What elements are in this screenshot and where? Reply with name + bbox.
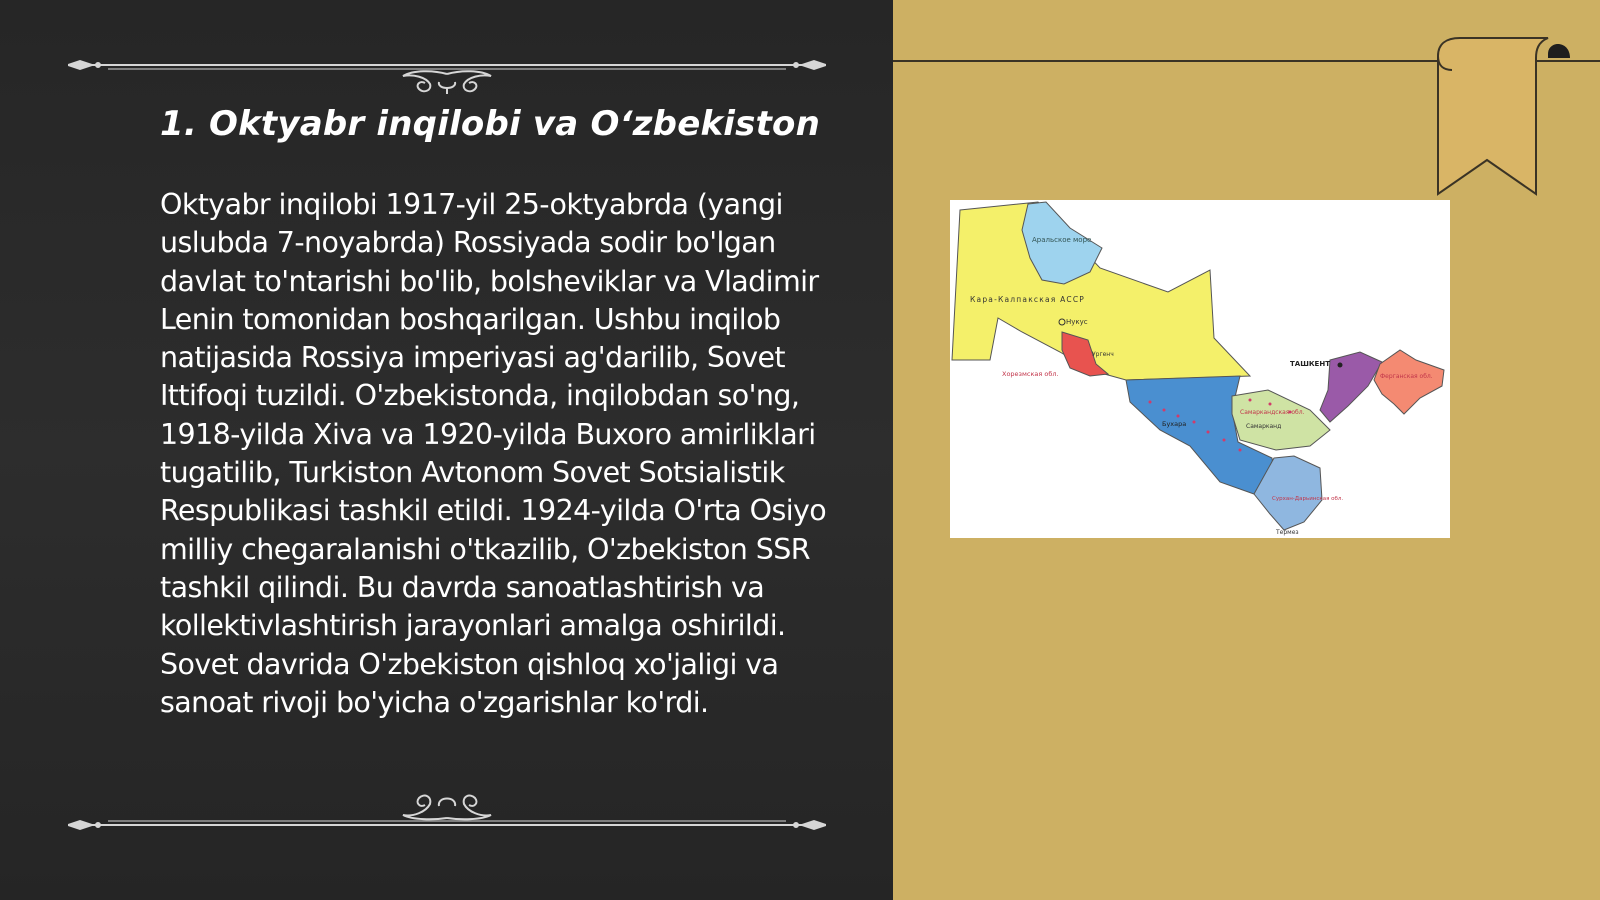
slide-title: 1. Oktyabr inqilobi va O‘zbekiston: [160, 104, 820, 144]
label-karakalpak: Кара-Калпакская АССР: [970, 295, 1085, 304]
label-urgench: Ургенч: [1092, 351, 1114, 358]
label-bukhara: Бухара: [1162, 420, 1187, 428]
label-surkhan: Сурхан-Дарьинская обл.: [1272, 496, 1344, 502]
top-ornament-divider: [68, 44, 826, 94]
label-samarkand-obl: Самаркандская обл.: [1240, 409, 1305, 416]
label-aral: Аральское море: [1032, 236, 1092, 244]
label-fergana: Ферганская обл.: [1380, 373, 1433, 380]
label-nukus: Нукус: [1066, 318, 1088, 326]
label-tashkent: ТАШКЕНТ: [1290, 360, 1330, 368]
region-fergana: [1374, 350, 1444, 414]
map-svg: [950, 200, 1450, 538]
region-samarkand: [1232, 390, 1330, 450]
slide-body-text: Oktyabr inqilobi 1917-yil 25-oktyabrda (yangi uslubda 7-noyabrda) Rossiyada sodir bo'lgan davlat to'ntarishi bo'lib, bolsheviklar va Vladimir Lenin tomonidan boshqarilgan. Ushbu inqilob natijasida Rossiya imperiyasi ag'darilib, Sovet Ittifoqi tuzildi. O'zbekistonda, inqilobdan so'ng, 1918-yilda Xiva va 1920-yilda Buxoro amirliklari tugatilib, Turkiston Avtonom Sovet Sotsialistik Respublikasi tashkil etildi. 1924-yilda O'rta Osiyo milliy chegaralanishi o'tkazilib, O'zbekiston SSR tashkil qilindi. Bu davrda sanoatlashtirish va kollektivlashtirish jarayonlari amalga oshirildi. Sovet davrida O'zbekiston qishloq xo'jaligi va sanoat rivoji bo'yicha o'zgarishlar ko'rdi.: [160, 188, 827, 719]
bookmark-ribbon-icon: [1430, 36, 1570, 198]
bottom-ornament-divider: [68, 784, 826, 834]
uzbekistan-ssr-map: [950, 200, 1450, 538]
label-termez: Термез: [1276, 529, 1299, 536]
label-khorezm: Хорезмская обл.: [1002, 370, 1059, 378]
label-samarkand: Самарканд: [1246, 423, 1282, 430]
tashkent-city-dot: [1338, 363, 1343, 368]
